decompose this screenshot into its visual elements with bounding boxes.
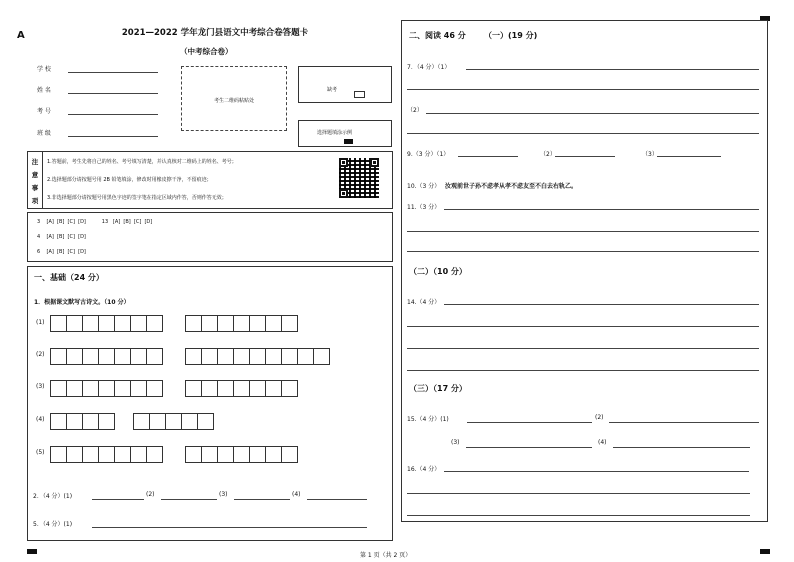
q15-answer-3[interactable] <box>466 447 592 448</box>
q15-label: 15.（4 分）(1) <box>407 416 449 423</box>
writing-cell[interactable] <box>201 446 218 463</box>
q2-label: 2．（4 分）(1) <box>33 493 73 500</box>
q15-part-3-label: (3) <box>451 439 460 446</box>
writing-cell[interactable] <box>201 315 218 332</box>
choice-row-4[interactable]: 4 [A] [B] [C] [D] <box>37 234 86 240</box>
section2-box <box>401 20 768 522</box>
filled-example-mark <box>344 139 353 144</box>
writing-cell[interactable] <box>185 446 202 463</box>
writing-cell[interactable] <box>217 446 234 463</box>
writing-cell[interactable] <box>197 413 214 430</box>
missing-label: 缺考 <box>327 87 338 93</box>
q11-answer-2[interactable] <box>407 231 759 232</box>
notes-box <box>27 151 393 209</box>
q16-answer-3[interactable] <box>407 515 750 516</box>
writing-cell[interactable] <box>185 315 202 332</box>
q15-part-4-label: (4) <box>598 439 607 446</box>
q7-answer-1[interactable] <box>466 69 759 70</box>
writing-cell[interactable] <box>114 315 131 332</box>
writing-cell[interactable] <box>217 315 234 332</box>
page-title: 2021—2022 学年龙门县语文中考综合卷答题卡 <box>121 28 309 38</box>
q10-label: 10.（3 分） <box>407 183 441 190</box>
writing-cell[interactable] <box>50 446 67 463</box>
writing-cell[interactable] <box>50 348 67 365</box>
q2-answer-1[interactable] <box>92 499 144 500</box>
writing-cell[interactable] <box>98 446 115 463</box>
q11-answer-3[interactable] <box>407 251 759 252</box>
grid-row-5b[interactable] <box>185 446 297 463</box>
writing-cell[interactable] <box>66 380 83 397</box>
writing-cell[interactable] <box>185 348 202 365</box>
writing-cell[interactable] <box>66 315 83 332</box>
q5-label: 5．（4 分）(1) <box>33 521 73 528</box>
missing-checkbox[interactable] <box>354 91 365 98</box>
q9-answer-2[interactable] <box>555 156 615 157</box>
writing-cell[interactable] <box>98 380 115 397</box>
writing-cell[interactable] <box>130 380 147 397</box>
grid-row-4a[interactable] <box>50 413 114 430</box>
q9-label: 9.（3 分）（1） <box>407 151 450 158</box>
grid-row-3a[interactable] <box>50 380 162 397</box>
notes-heading: 注意事项 <box>31 158 39 205</box>
q9-part-2-label: （2） <box>540 151 556 158</box>
writing-cell[interactable] <box>217 380 234 397</box>
q2-part-4-label: (4) <box>292 491 301 498</box>
part1-heading: （一）(19 分) <box>484 31 538 40</box>
q14-answer-2[interactable] <box>407 326 759 327</box>
row-label-3: (3) <box>36 383 45 390</box>
q2-answer-3[interactable] <box>234 499 290 500</box>
part3-heading: （三）（17 分） <box>409 384 467 393</box>
q2-part-2-label: (2) <box>146 491 155 498</box>
writing-cell[interactable] <box>98 315 115 332</box>
row-label-1: (1) <box>36 319 45 326</box>
field-label-school: 学 校 <box>37 66 51 73</box>
q1-prompt: 1．根据课文默写古诗文。（10 分） <box>34 299 130 306</box>
missing-exam-box <box>298 66 392 103</box>
field-label-name: 姓 名 <box>37 87 51 94</box>
q7-answer-1b[interactable] <box>407 89 759 90</box>
writing-cell[interactable] <box>82 446 99 463</box>
q14-label: 14.（4 分） <box>407 299 441 306</box>
writing-cell[interactable] <box>265 380 282 397</box>
q15-answer-1[interactable] <box>467 422 592 423</box>
section1-box <box>27 266 393 541</box>
writing-cell[interactable] <box>66 446 83 463</box>
writing-cell[interactable] <box>50 315 67 332</box>
q16-answer-1[interactable] <box>444 471 749 472</box>
grid-row-1a[interactable] <box>50 315 162 332</box>
writing-cell[interactable] <box>146 348 163 365</box>
writing-cell[interactable] <box>233 348 250 365</box>
field-label-class: 班 级 <box>37 130 51 137</box>
field-id-input[interactable] <box>68 114 158 115</box>
writing-cell[interactable] <box>50 413 67 430</box>
writing-cell[interactable] <box>50 380 67 397</box>
barcode-label: 考生二维码粘贴处 <box>213 98 254 104</box>
writing-cell[interactable] <box>201 380 218 397</box>
q9-answer-3[interactable] <box>657 156 721 157</box>
section1-heading: 一、基础（24 分） <box>34 273 104 282</box>
grid-row-2a[interactable] <box>50 348 162 365</box>
note-item-3: 3.非选择题部分请按题号用黑色字迹的签字笔在指定区域内作答，否则作答无效； <box>47 195 227 201</box>
writing-cell[interactable] <box>66 413 83 430</box>
writing-cell[interactable] <box>114 348 131 365</box>
barcode-area <box>181 66 287 131</box>
part2-heading: （二）（10 分） <box>409 267 467 276</box>
writing-cell[interactable] <box>265 348 282 365</box>
choice-row-6[interactable]: 6 [A] [B] [C] [D] <box>37 249 86 255</box>
choice-example-box <box>298 120 392 147</box>
writing-cell[interactable] <box>98 413 115 430</box>
q11-label: 11.（3 分） <box>407 204 441 211</box>
section2-heading: 二、阅读 46 分 <box>409 31 466 40</box>
writing-cell[interactable] <box>249 315 266 332</box>
corner-mark-bottom-right <box>760 549 770 554</box>
writing-cell[interactable] <box>82 413 99 430</box>
writing-cell[interactable] <box>281 348 298 365</box>
writing-cell[interactable] <box>249 348 266 365</box>
writing-cell[interactable] <box>281 380 298 397</box>
page-number: 第 1 页（共 2 页） <box>360 552 412 559</box>
writing-cell[interactable] <box>82 315 99 332</box>
corner-mark-bottom-left <box>27 549 37 554</box>
writing-cell[interactable] <box>281 315 298 332</box>
q9-part-3-label: （3） <box>642 151 658 158</box>
q11-answer-1[interactable] <box>444 209 759 210</box>
writing-cell[interactable] <box>114 380 131 397</box>
writing-cell[interactable] <box>233 446 250 463</box>
writing-cell[interactable] <box>181 413 198 430</box>
writing-cell[interactable] <box>201 348 218 365</box>
field-class-input[interactable] <box>68 136 158 137</box>
writing-cell[interactable] <box>146 315 163 332</box>
writing-cell[interactable] <box>130 315 147 332</box>
writing-cell[interactable] <box>98 348 115 365</box>
q5-answer[interactable] <box>92 527 367 528</box>
grid-row-5a[interactable] <box>50 446 162 463</box>
writing-cell[interactable] <box>66 348 83 365</box>
choice-row-3[interactable]: 3 [A] [B] [C] [D] 13 [A] [B] [C] [D] <box>37 219 153 225</box>
choice-example-label: 选择题填涂示例 <box>317 130 353 136</box>
writing-cell[interactable] <box>281 446 298 463</box>
writing-cell[interactable] <box>233 380 250 397</box>
writing-cell[interactable] <box>249 380 266 397</box>
writing-cell[interactable] <box>133 413 150 430</box>
q9-answer-1[interactable] <box>458 156 518 157</box>
writing-cell[interactable] <box>297 348 314 365</box>
writing-cell[interactable] <box>146 446 163 463</box>
field-school-input[interactable] <box>68 72 158 73</box>
writing-cell[interactable] <box>165 413 182 430</box>
writing-cell[interactable] <box>146 380 163 397</box>
grid-row-3b[interactable] <box>185 380 297 397</box>
q10-text: 汝观前世子孙不虑孝从孝不虑友至不白去右轨乙。 <box>445 183 578 190</box>
writing-cell[interactable] <box>114 446 131 463</box>
q7-part-2-label: （2） <box>407 107 423 114</box>
writing-cell[interactable] <box>185 380 202 397</box>
q14-answer-3[interactable] <box>407 348 759 349</box>
writing-cell[interactable] <box>217 348 234 365</box>
row-label-4: (4) <box>36 416 45 423</box>
writing-cell[interactable] <box>130 446 147 463</box>
q2-answer-2[interactable] <box>161 499 217 500</box>
choice-answer-box <box>27 212 393 262</box>
grid-row-2b[interactable] <box>185 348 329 365</box>
q7-label: 7．（4 分）（1） <box>407 64 451 71</box>
qr-code-icon <box>339 158 379 198</box>
row-label-2: (2) <box>36 351 45 358</box>
q14-answer-4[interactable] <box>407 370 759 371</box>
note-item-1: 1.答题前，考生先将自己的姓名、考号填写清楚，并认真核对二维码上的姓名、考号； <box>47 159 237 165</box>
q14-answer-1[interactable] <box>444 304 759 305</box>
writing-cell[interactable] <box>265 315 282 332</box>
writing-cell[interactable] <box>233 315 250 332</box>
page-subtitle: （中考综合卷） <box>180 47 233 56</box>
writing-cell[interactable] <box>265 446 282 463</box>
q16-answer-2[interactable] <box>407 493 750 494</box>
q15-part-2-label: (2) <box>595 414 604 421</box>
q16-label: 16.（4 分） <box>407 466 441 473</box>
field-name-input[interactable] <box>68 93 158 94</box>
q2-answer-4[interactable] <box>307 499 367 500</box>
grid-row-1b[interactable] <box>185 315 297 332</box>
q2-part-3-label: (3) <box>219 491 228 498</box>
q7-answer-2[interactable] <box>426 113 759 114</box>
writing-cell[interactable] <box>130 348 147 365</box>
writing-cell[interactable] <box>82 380 99 397</box>
q7-answer-2b[interactable] <box>407 133 759 134</box>
q15-answer-4[interactable] <box>613 447 750 448</box>
version-marker: A <box>17 30 25 41</box>
writing-cell[interactable] <box>149 413 166 430</box>
row-label-5: (5) <box>36 449 45 456</box>
q15-answer-2[interactable] <box>609 422 759 423</box>
writing-cell[interactable] <box>313 348 330 365</box>
field-label-id: 考 号 <box>37 108 51 115</box>
note-item-2: 2.选择题部分请按题号用 2B 铅笔填涂，修改时用橡皮擦干净，不留痕迹； <box>47 177 212 183</box>
grid-row-4b[interactable] <box>133 413 213 430</box>
writing-cell[interactable] <box>249 446 266 463</box>
writing-cell[interactable] <box>82 348 99 365</box>
